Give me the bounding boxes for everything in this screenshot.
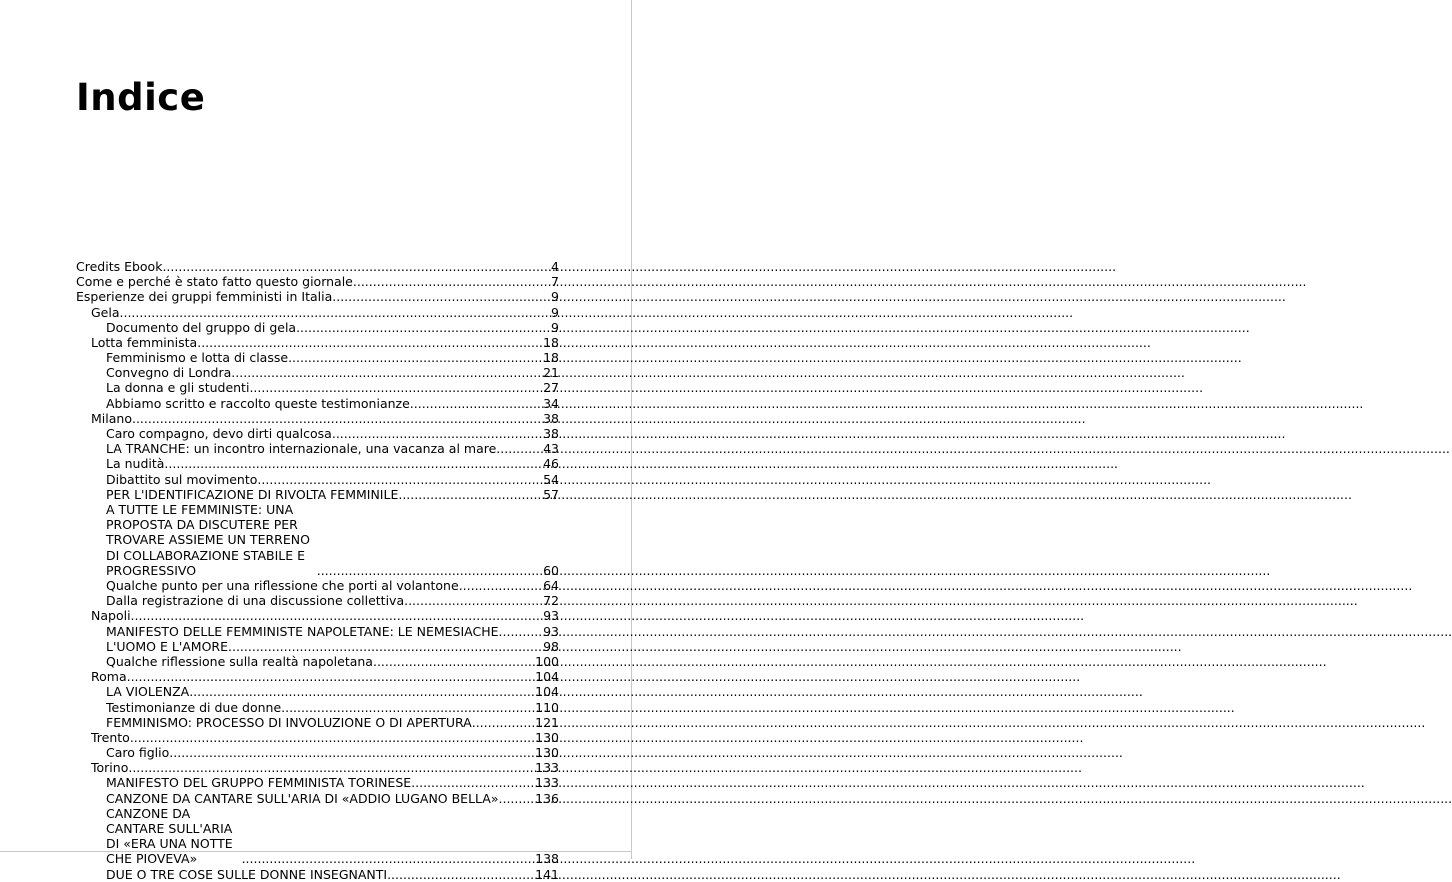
toc-entry-label: A TUTTE LE FEMMINISTE: UNA PROPOSTA DA DISCUTERE PER TROVARE ASSIEME UN TERRENO DI COLLABORAZIONE STABILE E PROGRESSIVO xyxy=(106,502,310,578)
toc-entry-label: Qualche riflessione sulla realtà napoletana xyxy=(106,653,373,669)
toc-leader-dots xyxy=(131,608,544,623)
toc-entry-label: FEMMINISMO: PROCESSO DI INVOLUZIONE O DI APERTURA xyxy=(106,714,472,730)
toc-entry[interactable] xyxy=(76,320,559,335)
toc-entry-page: 9 xyxy=(551,319,559,335)
toc-entry-page: 43 xyxy=(543,441,559,457)
toc-leader-dots xyxy=(499,791,536,806)
toc-leader-dots xyxy=(404,593,543,608)
toc-entry-label: Torino xyxy=(91,760,129,776)
toc-entry-page: 18 xyxy=(543,350,559,366)
toc-leader-dots xyxy=(353,274,551,289)
toc-entry[interactable] xyxy=(76,806,559,867)
toc-entry[interactable] xyxy=(76,487,559,502)
toc-entry[interactable] xyxy=(76,730,559,745)
toc-entry-page: 104 xyxy=(535,669,559,685)
toc-leader-dots xyxy=(164,456,543,471)
toc-entry-label: Caro compagno, devo dirti qualcosa xyxy=(106,426,332,442)
toc-leader-dots xyxy=(332,289,551,304)
toc-leader-dots xyxy=(128,760,535,775)
toc-entry-page: 18 xyxy=(543,334,559,350)
toc-entry-page: 133 xyxy=(535,775,559,791)
toc-entry-label: Roma xyxy=(91,669,127,685)
toc-entry[interactable] xyxy=(76,608,559,623)
toc-entry-page: 98 xyxy=(543,638,559,654)
toc-entry-label: Abbiamo scritto e raccolto queste testimonianze xyxy=(106,395,410,411)
toc-entry-page: 141 xyxy=(535,866,559,882)
toc-entry-page: 4 xyxy=(551,258,559,274)
toc-entry[interactable] xyxy=(76,335,559,350)
toc-entry-page: 93 xyxy=(543,608,559,624)
toc-leader-dots xyxy=(296,320,551,335)
toc-entry[interactable] xyxy=(76,639,559,654)
toc-entry[interactable] xyxy=(76,700,559,715)
toc-entry[interactable] xyxy=(76,456,559,471)
toc-entry-label: LA VIOLENZA xyxy=(106,684,190,700)
toc-entry-label: Documento del gruppo di gela xyxy=(106,319,297,335)
toc-entry-label: Caro figlio xyxy=(106,745,170,761)
toc-entry-label: Lotta femminista xyxy=(91,334,198,350)
toc-leader-dots xyxy=(162,259,551,274)
toc-entry[interactable] xyxy=(76,274,559,289)
toc-leader-dots xyxy=(127,669,536,684)
toc-leader-dots xyxy=(242,851,536,866)
toc-entry-label: Esperienze dei gruppi femministi in Italia xyxy=(76,289,333,305)
toc-entry-page: 130 xyxy=(535,729,559,745)
page-title: Indice xyxy=(76,76,206,119)
toc-leader-dots xyxy=(317,563,543,578)
toc-entry-page: 9 xyxy=(551,289,559,305)
toc-entry[interactable] xyxy=(76,684,559,699)
toc-entry[interactable] xyxy=(76,745,559,760)
toc-leader-dots xyxy=(130,730,535,745)
toc-entry[interactable] xyxy=(76,760,559,775)
toc-entry-page: 27 xyxy=(543,380,559,396)
toc-entry-label: Convegno di Londra xyxy=(106,365,232,381)
toc-entry-label: CANZONE DA CANTARE SULL'ARIA DI «ERA UNA NOTTE CHE PIOVEVA» xyxy=(106,805,233,867)
toc-leader-dots xyxy=(249,380,543,395)
toc-entry[interactable] xyxy=(76,350,559,365)
toc-entry-page: 100 xyxy=(535,653,559,669)
toc-entry[interactable] xyxy=(76,502,559,578)
toc-entry[interactable] xyxy=(76,365,559,380)
toc-entry-label: Milano xyxy=(91,410,132,426)
toc-entry-label: Testimonianze di due donne xyxy=(106,699,282,715)
toc-leader-dots xyxy=(410,396,543,411)
toc-entry-label: Trento xyxy=(91,729,130,745)
toc-entry-page: 130 xyxy=(535,745,559,761)
toc-entry[interactable] xyxy=(76,593,559,608)
toc-entry-page: 138 xyxy=(535,851,559,867)
toc-entry[interactable] xyxy=(76,578,559,593)
toc-leader-dots xyxy=(499,624,544,639)
toc-entry-page: 46 xyxy=(543,456,559,472)
toc-entry-label: La nudità xyxy=(106,456,165,472)
toc-leader-dots xyxy=(398,487,543,502)
toc-leader-dots xyxy=(373,654,535,669)
toc-entry-page: 110 xyxy=(535,699,559,715)
toc-entry-page: 57 xyxy=(543,486,559,502)
toc-leader-dots xyxy=(231,365,543,380)
toc-leader-dots xyxy=(120,305,552,320)
toc-entry-label: MANIFESTO DEL GRUPPO FEMMINISTA TORINESE xyxy=(106,775,412,791)
toc-entry-page: 121 xyxy=(535,714,559,730)
toc-entry[interactable] xyxy=(76,669,559,684)
toc-entry-page: 72 xyxy=(543,593,559,609)
toc-entry[interactable] xyxy=(76,259,559,274)
toc-leader-dots xyxy=(288,350,543,365)
toc-entry[interactable] xyxy=(76,396,559,411)
toc-entry[interactable] xyxy=(76,791,559,806)
toc-entry-page: 38 xyxy=(543,410,559,426)
toc-leader-dots xyxy=(132,411,543,426)
toc-leader-dots xyxy=(332,426,543,441)
toc-entry-page: 54 xyxy=(543,471,559,487)
toc-leader-dots xyxy=(472,715,535,730)
toc-entry[interactable] xyxy=(76,381,559,396)
toc-entry[interactable] xyxy=(76,867,559,882)
toc-entry-label: Dibattito sul movimento xyxy=(106,471,258,487)
toc-leader-dots xyxy=(189,684,535,699)
toc-entry-label: CANZONE DA CANTARE SULL'ARIA DI «ADDIO LUGANO BELLA» xyxy=(106,790,499,806)
toc-entry-page: 93 xyxy=(543,623,559,639)
toc-leader-dots xyxy=(281,700,535,715)
toc-entry[interactable] xyxy=(76,472,559,487)
toc-entry-page: 38 xyxy=(543,426,559,442)
toc-entry-label: Dalla registrazione di una discussione collettiva xyxy=(106,593,405,609)
toc-entry-label: LA TRANCHE: un incontro internazionale, una vacanza al mare xyxy=(106,441,497,457)
toc-entry-page: 136 xyxy=(535,790,559,806)
toc-leader-dots xyxy=(257,472,543,487)
toc-entry[interactable] xyxy=(76,624,559,639)
toc-entry-label: PER L'IDENTIFICAZIONE DI RIVOLTA FEMMINILE xyxy=(106,486,399,502)
toc-entry-label: MANIFESTO DELLE FEMMINISTE NAPOLETANE: LE NEMESIACHE xyxy=(106,623,499,639)
toc-entry-label: Gela xyxy=(91,304,120,320)
toc-entry-page: 133 xyxy=(535,760,559,776)
toc-leader-dots xyxy=(459,578,543,593)
toc-leader-dots xyxy=(169,745,535,760)
toc-entry-label: La donna e gli studenti xyxy=(106,380,250,396)
toc-entry-label: Credits Ebook xyxy=(76,258,163,274)
toc-entry-page: 9 xyxy=(551,304,559,320)
toc-leader-dots xyxy=(387,867,535,882)
toc-entry-page: 21 xyxy=(543,365,559,381)
toc-entry[interactable] xyxy=(76,305,559,320)
toc-entry-label: Femminismo e lotta di classe xyxy=(106,350,289,366)
toc-entry-page: 64 xyxy=(543,578,559,593)
toc-entry[interactable] xyxy=(76,654,559,669)
toc-entry-label: Napoli xyxy=(91,608,131,624)
toc-entry[interactable] xyxy=(76,715,559,730)
toc-entry[interactable] xyxy=(76,426,559,441)
toc-entry[interactable] xyxy=(76,441,559,456)
toc-entry-label: Qualche punto per una riflessione che porti al volantone xyxy=(106,578,459,593)
toc-leader-dots xyxy=(197,335,543,350)
toc-entry[interactable] xyxy=(76,289,559,304)
toc-entry-label: L'UOMO E L'AMORE xyxy=(106,638,229,654)
toc-entry-label: DUE O TRE COSE SULLE DONNE INSEGNANTI xyxy=(106,866,388,882)
toc-entry-page: 104 xyxy=(535,684,559,700)
toc-entry[interactable] xyxy=(76,775,559,790)
toc-entry-page: 34 xyxy=(543,395,559,411)
toc-entry-page: 7 xyxy=(551,274,559,290)
toc-leader-dots xyxy=(228,639,543,654)
toc-entry-page: 60 xyxy=(543,562,559,578)
toc-leader-dots xyxy=(496,441,543,456)
toc-entry[interactable] xyxy=(76,411,559,426)
toc-leader-dots xyxy=(411,775,535,790)
toc-entry-label: Come e perché è stato fatto questo giornale xyxy=(76,274,353,290)
table-of-contents xyxy=(76,259,559,882)
